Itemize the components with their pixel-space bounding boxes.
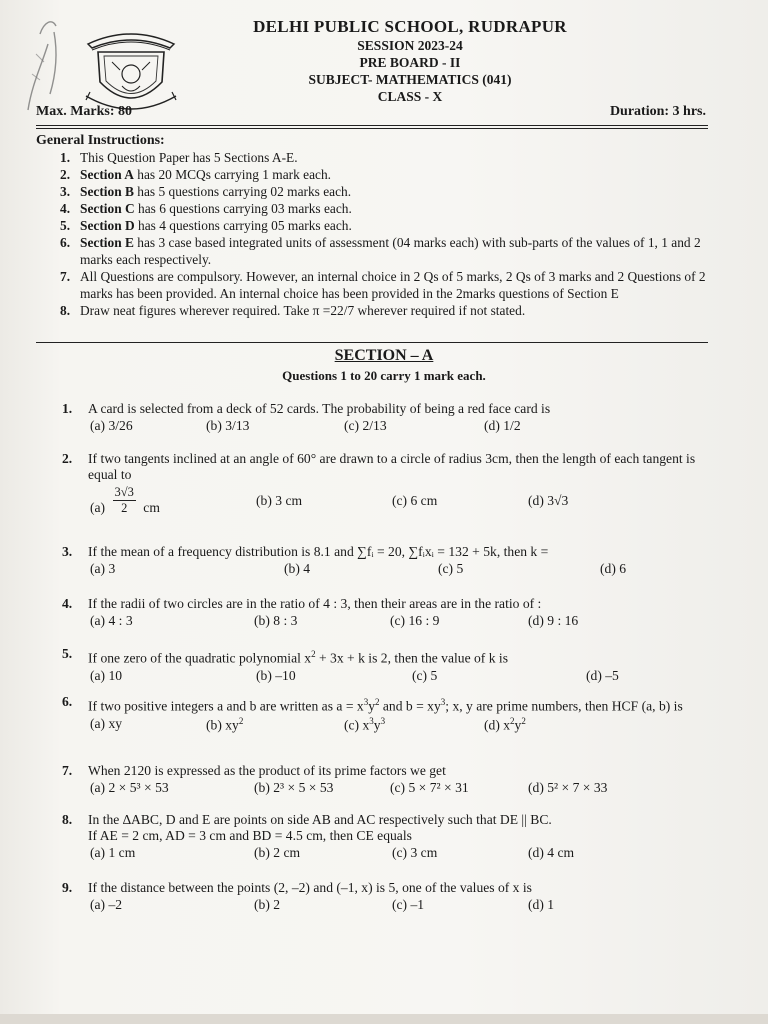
question-9: 9. If the distance between the points (2, –2) and (–1, x) is 5, one of the values of x is (a) –2 (b) 2 (c) –1 (d) 1 <box>62 880 702 914</box>
options-row <box>90 716 702 733</box>
option-b: (b) 8 : 3 <box>254 613 298 628</box>
option-b: (b) 3/13 <box>206 418 250 433</box>
question-2: 2. If two tangents inclined at an angle of 60° are drawn to a circle of radius 3cm, then the length of each tangent is equal to (a) $\frac{3√3}{2}$ cm (b) 3 cm (c) 6 cm (d) 3√3 <box>62 451 702 521</box>
fraction: $\frac{3√3}{2}$ <box>114 485 134 515</box>
exam-name: PRE BOARD - II <box>359 55 461 70</box>
option-b: (b) 3 cm <box>256 493 303 508</box>
option-a: (a) 3 <box>90 561 116 576</box>
option-d: (d) 5² × 7 × 33 <box>528 780 608 795</box>
option-b: (b) 2 <box>254 897 281 912</box>
question-text: If the distance between the points (2, –2) and (–1, x) is 5, one of the values of x is <box>88 880 532 895</box>
option-a: (a) $\frac{3√3}{2}$ cm <box>90 485 160 515</box>
section-title: SECTION – A <box>334 347 434 364</box>
option-a: (a) 2 × 5³ × 53 <box>90 780 169 795</box>
instructions-title: General Instructions: <box>36 133 165 148</box>
question-text-line-2: If AE = 2 cm, AD = 3 cm and BD = 4.5 cm, then CE equals <box>88 828 412 843</box>
duration: Duration: 3 hrs. <box>609 104 706 119</box>
max-marks: Max. Marks: 80 <box>36 104 133 119</box>
option-d: (d) 3√3 <box>528 493 569 508</box>
instruction-item: 2. Section A has 20 MCQs carrying 1 mark each. <box>60 167 332 182</box>
question-8: 8. In the ∆ABC, D and E are points on side AB and AC respectively such that DE || BC. If AE = 2 cm, AD = 3 cm and BD = 4.5 cm, then CE equals (a) 1 cm (b) 2 cm (c) 3 cm (d) 4 cm <box>62 812 702 862</box>
question-4: 4. If the radii of two circles are in the ratio of 4 : 3, then their areas are in the ratio of : (a) 4 : 3 (b) 8 : 3 (c) 16 : 9 (d) 9 : 16 <box>62 596 702 630</box>
question-6: 6. If two positive integers a and b are written as $a = x^3y^2$ and $b = xy^3$; x, y are prime numbers, then HCF (a, b) is (a) xy (b) $xy^2$ (c) $x^3y^3$ (d) $x^2y^2$ <box>62 694 702 733</box>
options-row <box>90 845 702 862</box>
question-text: If one zero of the quadratic polynomial $x^2 + 3x + k$ is 2, then the value of k is <box>88 649 508 666</box>
option-c: (c) 5 <box>412 667 438 683</box>
option-d: (d) 1/2 <box>484 418 521 433</box>
option-b: (b) 4 <box>284 561 311 576</box>
option-a: (a) 1 cm <box>90 845 136 860</box>
options-row <box>90 485 702 521</box>
header-divider-thin <box>36 128 708 129</box>
option-b: (b) 2 cm <box>254 845 301 860</box>
question-text: In the ∆ABC, D and E are points on side AB and AC respectively such that DE || BC. <box>88 812 552 827</box>
option-b: (b) $xy^2$ <box>206 715 244 733</box>
instruction-item: 1. This Question Paper has 5 Sections A-E. <box>60 150 298 165</box>
class: CLASS - X <box>377 89 443 104</box>
option-d: (d) 9 : 16 <box>528 613 579 628</box>
header-divider <box>36 125 708 126</box>
instructions-list <box>60 149 712 319</box>
question-text: If two tangents inclined at an angle of 60° are drawn to a circle of radius 3cm, then the length of each tangent is equal to <box>88 451 696 482</box>
option-c: (c) $x^3y^3$ <box>344 715 386 733</box>
instruction-item: 8. Draw neat figures wherever required. Take π =22/7 wherever required if not stated. <box>60 303 526 318</box>
option-d: (d) –5 <box>586 667 619 683</box>
question-text: If two positive integers a and b are written as $a = x^3y^2$ and $b = xy^3$; x, y are prime numbers, then HCF (a, b) is <box>88 697 683 714</box>
option-d: (d) $x^2y^2$ <box>484 715 526 733</box>
option-c: (c) 5 × 7² × 31 <box>390 780 469 795</box>
option-d: (d) 4 cm <box>528 845 575 860</box>
options-row <box>90 418 702 435</box>
instruction-item: 7. All Questions are compulsory. However, an internal choice in 2 Qs of 5 marks, 2 Qs of 3 marks and 2 Questions of 2 marks has been provided. An internal choice has been provided in the 2marks questions of Section E <box>60 269 706 301</box>
option-a: (a) xy <box>90 715 123 731</box>
option-c: (c) 16 : 9 <box>390 613 440 628</box>
options-row <box>90 613 702 630</box>
question-5: 5. If one zero of the quadratic polynomial $x^2 + 3x + k$ is 2, then the value of k is (a) 10 (b) –10 (c) 5 (d) –5 <box>62 646 702 685</box>
options-row <box>90 780 702 797</box>
option-b: (b) –10 <box>256 667 296 683</box>
option-d: (d) 6 <box>600 561 627 576</box>
question-3: 3. If the mean of a frequency distribution is 8.1 and ∑fᵢ = 20, ∑fᵢxᵢ = 132 + 5k, then k = (a) 3 (b) 4 (c) 5 (d) 6 <box>62 544 702 578</box>
option-b: (b) 2³ × 5 × 53 <box>254 780 334 795</box>
option-d: (d) 1 <box>528 897 555 912</box>
question-text: A card is selected from a deck of 52 cards. The probability of being a red face card is <box>88 401 551 416</box>
option-c: (c) –1 <box>392 897 425 912</box>
options-row <box>90 897 702 914</box>
instruction-item: 6. Section E has 3 case based integrated units of assessment (04 marks each) with sub-parts of the values of 1, 1 and 2 marks each respectively. <box>60 235 701 267</box>
option-c: (c) 2/13 <box>344 418 387 433</box>
question-text: When 2120 is expressed as the product of its prime factors we get <box>88 763 446 778</box>
instruction-item: 5. Section D has 4 questions carrying 05 marks each. <box>60 218 352 233</box>
option-c: (c) 3 cm <box>392 845 438 860</box>
option-a: (a) 10 <box>90 667 123 683</box>
instruction-item: 4. Section C has 6 questions carrying 03 marks each. <box>60 201 352 216</box>
section-subtitle: Questions 1 to 20 carry 1 mark each. <box>282 368 486 383</box>
session: SESSION 2023-24 <box>357 38 463 53</box>
option-c: (c) 5 <box>438 561 464 576</box>
question-text: If the mean of a frequency distribution is 8.1 and ∑fᵢ = 20, ∑fᵢxᵢ = 132 + 5k, then k = <box>88 544 549 559</box>
subject: SUBJECT- MATHEMATICS (041) <box>308 72 512 87</box>
option-a: (a) 4 : 3 <box>90 613 133 628</box>
option-a: (a) –2 <box>90 897 123 912</box>
option-a: (a) 3/26 <box>90 418 133 433</box>
question-text: If the radii of two circles are in the ratio of 4 : 3, then their areas are in the ratio of : <box>88 596 542 611</box>
option-c: (c) 6 cm <box>392 493 438 508</box>
school-name: DELHI PUBLIC SCHOOL, RUDRAPUR <box>253 17 567 36</box>
instruction-item: 3. Section B has 5 questions carrying 02 marks each. <box>60 184 352 199</box>
options-row <box>90 668 702 685</box>
section-divider <box>36 342 708 343</box>
page-edge-shadow <box>0 1014 768 1024</box>
question-1: 1. A card is selected from a deck of 52 cards. The probability of being a red face card is (a) 3/26 (b) 3/13 (c) 2/13 (d) 1/2 <box>62 401 702 435</box>
options-row <box>90 561 702 578</box>
question-7: 7. When 2120 is expressed as the product of its prime factors we get (a) 2 × 5³ × 53 (b) 2³ × 5 × 53 (c) 5 × 7² × 31 (d) 5² × 7 × 33 <box>62 763 702 797</box>
